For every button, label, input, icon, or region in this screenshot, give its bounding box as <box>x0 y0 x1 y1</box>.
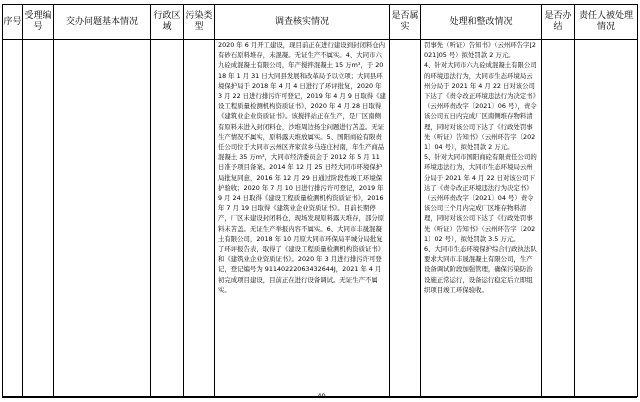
cell-pollution-type <box>184 40 215 397</box>
cell-verification <box>215 40 390 397</box>
cell-is-true <box>390 40 421 397</box>
cell-accountability <box>575 40 638 397</box>
cell-seq <box>3 40 23 397</box>
verification-text: 2020 年 6 月开工建设，现目前正在进行建设到封闭料仓内有砂石原料堆存，未混凝。无证生产不属实。4、大同市六九砼成混凝土有限公司，年产搅拌混凝土 15 万m³，于 2018 年 1 月 31 日大同县发展和改革局予以立项；大同县环境保护局于 2018 年 4 月 4 日进行了环评批复，2020 年 3 月 22 日进行排污许可登记，2019 年 4 月 9 日取得《建设工程质量检测机构资质证书》，2020 年 4 月 28 日取得《建筑业企业资质证书》。该搅拌站正在生产，是厂区南侧有原料未进入封闭料仓，沙堆周边扬尘问题进行苫盖。无证生产情况不属实，原料露天堆放属实。5、国阳商砼有限责任公司位于大同市云州区齐家营乡马连庄村南，年生产商品混凝土 35 万m³，大同市经济委员会于 2012 年 5 月 11 日准予项目备案。2014 年 12 月 25 日经大同市环境保护局批复同意，2016 年 12 月 29 日通过阶段性竣工环境保护验收；2020 年 7 月 10 日进行排污许可登记，2019 年 9 月 24 日取得《建设工程质量检测机构资质证书》，2016 年 7 月 19 日取得《建筑业企业资质证书》。目前长期停产，厂区未建设封闭料仓，现场发现原料露天堆存，部分原料未苫盖。无证生产举报内容不属实。6、大同市丰晟混凝土有限公司，2018 年 10 月原大同市环保局平城分局批复了环评报告表，取得了《建设工程质量检测机构资质证书》和《建筑业企业资质证书》。2020 年 3 月进行排污许可登记，登记编号为 91140222063432644J，2021 年 4 月初完成项目建设，目前正在进行设备调试。无证生产不属实。 <box>218 41 386 294</box>
cell-recipient-id <box>23 40 54 397</box>
header-accountability: 责任人被处理情况 <box>575 5 638 40</box>
header-verification: 调查核实情况 <box>215 5 390 40</box>
header-row <box>3 5 638 40</box>
handling-text: 罚事先（听证）告知书》（云州环告字[2021]05 号）拟处罚款 2 万元。 4、针对大同市六九砼成混凝土有限公司的环境违法行为，大同市生态环境局云州分局于 2021 年 4 月 22 日对该公司下达了《责令改正环境违法行为决定书》（云州环责改字〔2021〕06 号），责令该公司五日内完成厂区南侧堆存物料清理，同时对该公司下达了《行政处罚事先（听证）告知书》（云州环告字〔2021〕04 号），拟处罚款 2 万元。 5、针对大同市国阳商砼有限责任公司的环境违法行为，大同市生态环境局云州分局于 2021 年 4 月 22 日对该公司下达了《责令改正环境违法行为决定书》（云州环责改字〔2021〕04 号）责令该公司三个月内完成厂区堆存物料清理，同时对该公司下达了《行政处罚事先（听证）告知书》（云州环告字〔2021〕02 号），拟处罚款 3.5 万元。 6、大同市生态环境保护综合行政执法队要求大同市丰晟混凝土有限公司，生产设备调试阶段加强管理，确保污染防治设施正常运行，设备运行稳定后立即组织项目竣工环保验收。 <box>424 41 537 294</box>
header-is-true: 是否属实 <box>390 5 421 40</box>
header-admin-region: 行政区域 <box>151 5 184 40</box>
page-footer <box>0 393 640 402</box>
table-row <box>3 40 638 397</box>
header-pollution-type: 污染类型 <box>184 5 215 40</box>
header-recipient-id: 受理编号 <box>23 5 54 40</box>
case-table <box>2 4 638 397</box>
page-number: - 40 - <box>313 393 331 400</box>
cell-handling <box>421 40 542 397</box>
cell-admin-region <box>151 40 184 397</box>
header-seq: 序号 <box>3 5 23 40</box>
header-is-closed: 是否办结 <box>542 5 575 40</box>
header-problem-info: 交办问题基本情况 <box>54 5 151 40</box>
cell-problem-info <box>54 40 151 397</box>
cell-is-closed <box>542 40 575 397</box>
header-handling: 处理和整改情况 <box>421 5 542 40</box>
